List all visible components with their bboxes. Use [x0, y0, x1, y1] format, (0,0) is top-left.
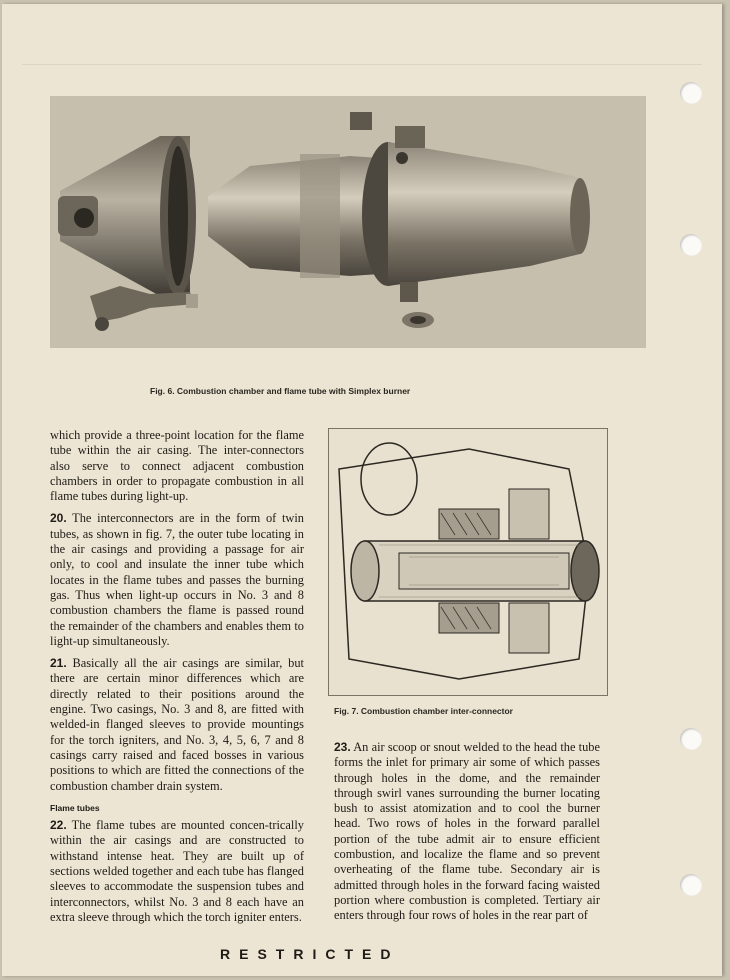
section-heading: Flame tubes [50, 802, 100, 813]
paragraph-text: The interconnectors are in the form of twin tubes, as shown in fig. 7, the outer tube locating in the air casings and providing a passage for air only, to cool and insulate the inner tube which locates in the flame tubes and passes the burning gas. Thus when light-up occurs in No. 3 and 8 combustion chambers the flame is passed round the remainder of the chambers and enables them to light-up simultaneously. [50, 511, 305, 648]
paragraph-number: 20. [50, 511, 67, 526]
punch-hole [680, 874, 702, 896]
left-column [50, 428, 304, 932]
paragraph-number: 21. [50, 656, 67, 671]
right-column [334, 740, 600, 931]
bleed-through-text [22, 64, 702, 79]
document-page [2, 4, 722, 976]
punch-hole [680, 234, 702, 256]
paragraph-text: The flame tubes are mounted concen-trically within the air casings and are constructed to withstand intense heat. They are built up of sections welded together and each tube has flanged sleeves to accommodate the suspension tubes and interconnectors, whilst No. 3 and 8 each have an extra sleeve through which the torch igniter enters. [50, 818, 304, 924]
security-classification: RESTRICTED [220, 946, 400, 962]
paragraph-19-continued: which provide a three-point location for the flame tube within the air casing. The inter-connectors also serve to connect adjacent combustion chambers in order to propagate combustion in all flame tubes during light-up. [50, 428, 304, 504]
figure-7-caption: Fig. 7. Combustion chamber inter-connector [334, 706, 513, 716]
figure-6-photo [50, 96, 646, 348]
paragraph-number: 23. [334, 740, 351, 754]
paragraph-21 [50, 656, 304, 794]
figure-6-caption: Fig. 6. Combustion chamber and flame tube with Simplex burner [150, 386, 411, 396]
punch-hole [680, 728, 702, 750]
punch-hole [680, 82, 702, 104]
paragraph-22 [50, 818, 304, 925]
figure-7-diagram [328, 428, 608, 696]
paragraph-23 [334, 740, 600, 924]
paragraph-text: An air scoop or snout welded to the head the tube forms the inlet for primary air some of which passes through holes in the dome, and the remainder through swirl vanes surrounding the burner locating bush to assist atomization and to cool the burner head. Two rows of holes in the forward parallel portion of the tube admit air to ensure efficient combustion, and localize the flame and so prevent overheating of the flame tube. Secondary air is admitted through holes in the forward facing waisted portion where combustion is completed. Tertiary air enters through four rows of holes in the rear part of [334, 740, 600, 923]
paragraph-20 [50, 511, 304, 649]
paragraph-text: Basically all the air casings are similar, but there are certain minor differences which are directly related to their positions around the engine. Two casings, No. 3 and 8, are fitted with welded-in flanged sleeves to provide mountings for the torch igniters, and No. 3, 4, 5, 6, 7 and 8 casings carry raised and faced bosses in various positions to which are fitted the connections of the combustion chamber drain system. [50, 656, 304, 793]
paragraph-number: 22. [50, 818, 67, 833]
